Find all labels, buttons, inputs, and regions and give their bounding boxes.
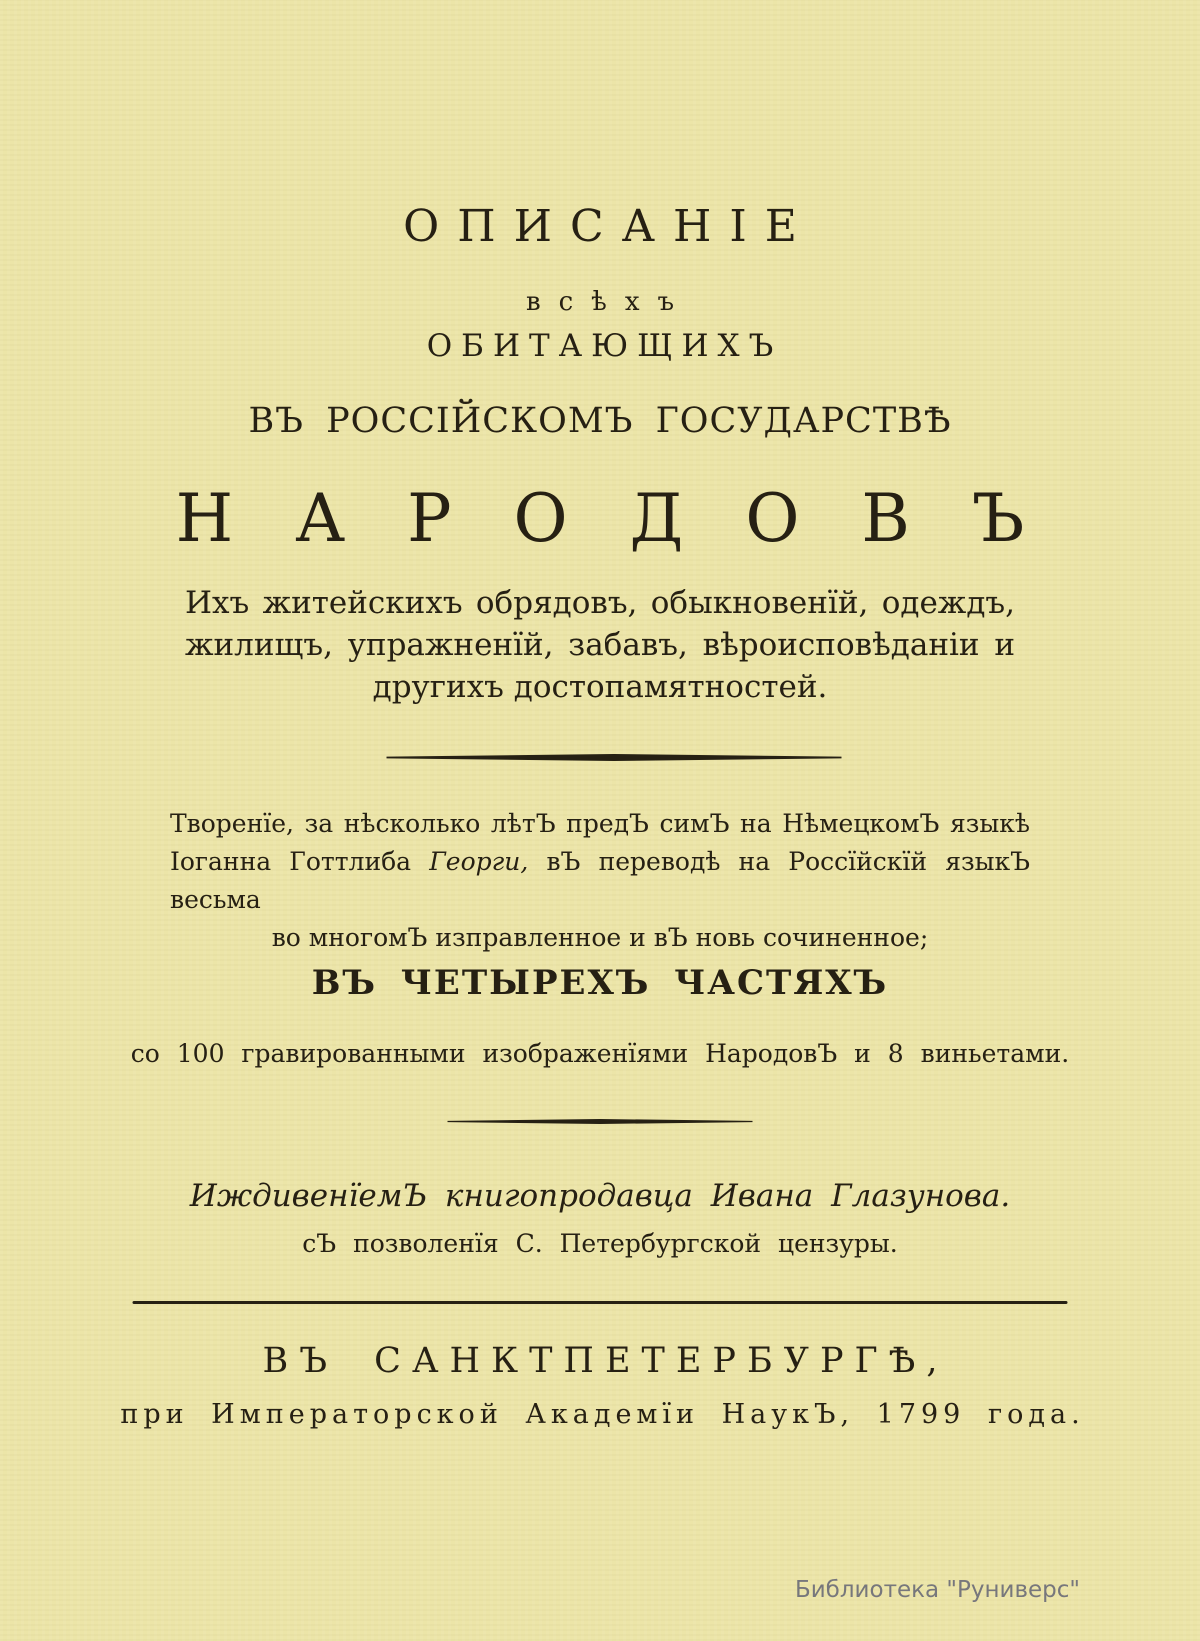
divider-rule-top	[387, 754, 842, 761]
imprint-note-block	[170, 805, 1030, 957]
colophon-imprint: при Императорской Академїи НаукЪ, 1799 года.	[120, 1399, 1085, 1430]
book-title-narodov: НАРОДОВЪ	[175, 480, 1087, 557]
parts-detail: со 100 гравированными изображенїями НародовЪ и 8 виньетами.	[130, 1039, 1070, 1068]
book-title-main: ОПИСАНІЕ	[403, 201, 815, 252]
imprint-note-line: Творенїе, за нѣсколько лѣтЪ предЪ симЪ на НѣмецкомЪ языкѣ	[170, 809, 1030, 838]
imprint-note-line	[170, 843, 1030, 919]
subtitle-line: жилищъ, упражненїй, забавъ, вѣроисповѣданіи и	[185, 627, 1015, 663]
censorship-line: сЪ позволенїя С. Петербургской цензуры.	[302, 1229, 898, 1258]
subtitle-block	[185, 582, 1015, 708]
author-names: Іоганна Готтлиба	[170, 847, 412, 876]
author-surname: Георги,	[429, 847, 529, 876]
colophon-city: ВЪ САНКТПЕТЕРБУРГѢ,	[262, 1341, 949, 1381]
divider-rule-middle	[448, 1119, 753, 1124]
book-title-state-line: ВЪ РОССІЙСКОМЪ ГОСУДАРСТВѢ	[248, 401, 952, 441]
translation-note: вЪ переводѣ на Россїйскїй языкЪ весьма	[170, 847, 1031, 914]
library-watermark: Библиотека "Руниверс"	[794, 1577, 1080, 1603]
parts-heading: ВЪ ЧЕТЫРЕХЪ ЧАСТЯХЪ	[311, 963, 889, 1003]
book-title-vsekh: всѣхъ	[525, 287, 693, 317]
subtitle-line: Ихъ житейскихъ обрядовъ, обыкновенїй, одеждъ,	[185, 585, 1015, 621]
divider-rule-bottom	[133, 1301, 1068, 1304]
imprint-note-line: во многомЪ изправленное и вЪ новь сочиненное;	[271, 923, 929, 952]
subtitle-line: другихъ достопамятностей.	[372, 669, 828, 705]
publisher-line: ИждивенїемЪ книгопродавца Ивана Глазунова.	[189, 1178, 1011, 1214]
book-title-obitayushchikh: ОБИТАЮЩИХЪ	[426, 328, 783, 364]
